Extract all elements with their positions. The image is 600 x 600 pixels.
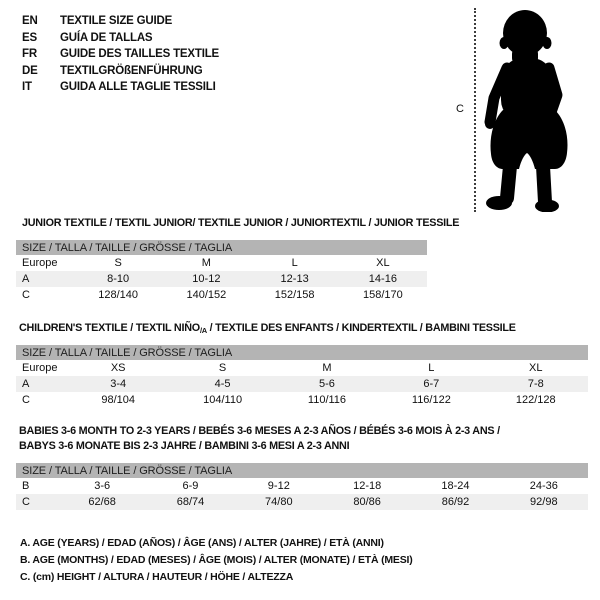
language-title: TEXTILGRÖßENFÜHRUNG <box>60 64 203 77</box>
size-header-row <box>16 463 588 478</box>
size-value-cell: 18-24 <box>441 480 470 492</box>
babies-size-table-section <box>16 463 588 510</box>
language-row <box>22 46 219 63</box>
size-header-row <box>16 345 588 360</box>
size-header-bar: SIZE / TALLA / TAILLE / GRÖSSE / TAGLIA <box>16 463 588 478</box>
size-value-cell: 8-10 <box>74 271 162 287</box>
size-value-cell: S <box>114 257 122 269</box>
table-title-line <box>22 216 459 231</box>
size-table <box>16 463 588 510</box>
size-value-cell: 92/98 <box>500 494 588 510</box>
table-title-subscript: /A <box>199 326 207 335</box>
size-header-bar: SIZE / TALLA / TAILLE / GRÖSSE / TAGLIA <box>16 345 588 360</box>
row-label: Europe <box>22 257 58 269</box>
size-header-bar: SIZE / TALLA / TAILLE / GRÖSSE / TAGLIA <box>16 240 427 255</box>
height-measure-label: C <box>456 103 464 115</box>
size-value-cell: 62/68 <box>58 494 146 510</box>
size-value-cell: XL <box>529 362 543 374</box>
size-value-cell: 140/152 <box>186 289 227 301</box>
size-value-cell: 4-5 <box>170 376 274 392</box>
language-title: TEXTILE SIZE GUIDE <box>60 15 173 27</box>
children-size-table-section <box>16 345 588 408</box>
row-label: C <box>16 494 58 510</box>
size-value-cell: L <box>428 362 435 374</box>
size-value-cell: 104/110 <box>203 394 243 406</box>
size-header-row <box>16 240 427 255</box>
language-title: GUÍA DE TALLAS <box>60 31 153 44</box>
table-title-line <box>19 424 500 439</box>
size-value-cell: L <box>291 257 298 269</box>
children-table-title <box>19 321 516 338</box>
row-label: B <box>22 480 30 492</box>
size-value-cell: 5-6 <box>275 376 379 392</box>
size-value-cell: 7-8 <box>484 376 588 392</box>
size-value-cell: 80/86 <box>323 494 411 510</box>
size-value-cell: XS <box>110 362 126 374</box>
size-value-cell: 128/140 <box>98 289 138 301</box>
size-value-cell: 116/122 <box>411 394 451 406</box>
size-value-cell: 68/74 <box>146 494 234 510</box>
babies-table-title <box>19 424 500 454</box>
size-value-cell: 158/170 <box>362 289 403 301</box>
measurement-legend <box>20 535 413 586</box>
language-code: FR <box>22 48 37 61</box>
table-row <box>16 360 588 376</box>
size-value-cell: 12-18 <box>353 480 382 492</box>
row-label: A <box>16 271 74 287</box>
table-title-text: / TEXTILE DES ENFANTS / KINDERTEXTIL / BAMBINI TESSILE <box>206 322 516 334</box>
legend-line: A. AGE (YEARS) / EDAD (AÑOS) / ÂGE (ANS) / ALTER (JAHRE) / ETÀ (ANNI) <box>20 537 384 549</box>
size-value-cell: 98/104 <box>101 394 136 406</box>
size-value-cell: 86/92 <box>411 494 499 510</box>
size-value-cell: XL <box>376 257 390 269</box>
size-value-cell: 122/128 <box>515 394 556 406</box>
size-table <box>16 240 427 303</box>
junior-size-table-section <box>16 240 427 303</box>
size-value-cell: M <box>201 257 211 269</box>
table-title-text: JUNIOR TEXTILE / TEXTIL JUNIOR/ TEXTILE JUNIOR / JUNIORTEXTIL / JUNIOR TESSILE <box>22 217 460 229</box>
table-title-text: CHILDREN'S TEXTILE / TEXTIL NIÑO <box>19 322 200 334</box>
language-title: GUIDA ALLE TAGLIE TESSILI <box>60 81 216 94</box>
toddler-silhouette-image <box>478 6 580 212</box>
language-code: DE <box>22 64 38 77</box>
size-value-cell: 24-36 <box>529 480 558 492</box>
size-value-cell: 3-6 <box>94 480 111 492</box>
size-value-cell: 110/116 <box>307 394 347 406</box>
height-measure-line <box>474 8 476 212</box>
row-label: A <box>16 376 66 392</box>
language-guide-header <box>22 13 219 96</box>
row-label: C <box>22 289 30 301</box>
size-value-cell: 6-9 <box>182 480 199 492</box>
size-table <box>16 345 588 408</box>
legend-line: B. AGE (MONTHS) / EDAD (MESES) / ÂGE (MOIS) / ALTER (MONATE) / ETÀ (MESI) <box>20 554 413 566</box>
size-value-cell: 10-12 <box>162 271 250 287</box>
table-row <box>16 287 427 303</box>
language-row <box>22 63 219 80</box>
size-value-cell: M <box>322 362 332 374</box>
size-value-cell: 6-7 <box>379 376 483 392</box>
size-value-cell: 9-12 <box>267 480 290 492</box>
size-value-cell: 14-16 <box>339 271 427 287</box>
language-code: ES <box>22 31 37 44</box>
size-value-cell: 12-13 <box>251 271 339 287</box>
row-label: Europe <box>22 362 58 374</box>
table-row <box>16 494 588 510</box>
language-code: IT <box>22 81 32 94</box>
row-label: C <box>22 394 30 406</box>
table-row <box>16 478 588 494</box>
table-title-line <box>19 321 516 338</box>
language-title: GUIDE DES TAILLES TEXTILE <box>60 48 219 61</box>
table-title-text: BABYS 3-6 MONATE BIS 2-3 JAHRE / BAMBINI 3-6 MESI A 2-3 ANNI <box>19 440 350 452</box>
baby-figure <box>450 0 600 220</box>
language-code: EN <box>22 15 38 27</box>
size-value-cell: 3-4 <box>66 376 170 392</box>
table-row <box>16 255 427 271</box>
table-row <box>16 392 588 408</box>
size-value-cell: S <box>218 362 227 374</box>
size-value-cell: 74/80 <box>235 494 323 510</box>
language-row <box>22 79 219 96</box>
legend-line: C. (cm) HEIGHT / ALTURA / HAUTEUR / HÖHE / ALTEZZA <box>20 571 294 583</box>
table-title-line <box>19 439 500 454</box>
table-row <box>16 376 588 392</box>
size-value-cell: 152/158 <box>274 289 315 301</box>
table-title-text: BABIES 3-6 MONTH TO 2-3 YEARS / BEBÉS 3-6 MESES A 2-3 AÑOS / BÉBÉS 3-6 MOIS À 2-3 ANS / <box>19 425 500 437</box>
table-row <box>16 271 427 287</box>
language-row <box>22 30 219 47</box>
junior-table-title <box>22 216 459 231</box>
language-row <box>22 13 219 30</box>
